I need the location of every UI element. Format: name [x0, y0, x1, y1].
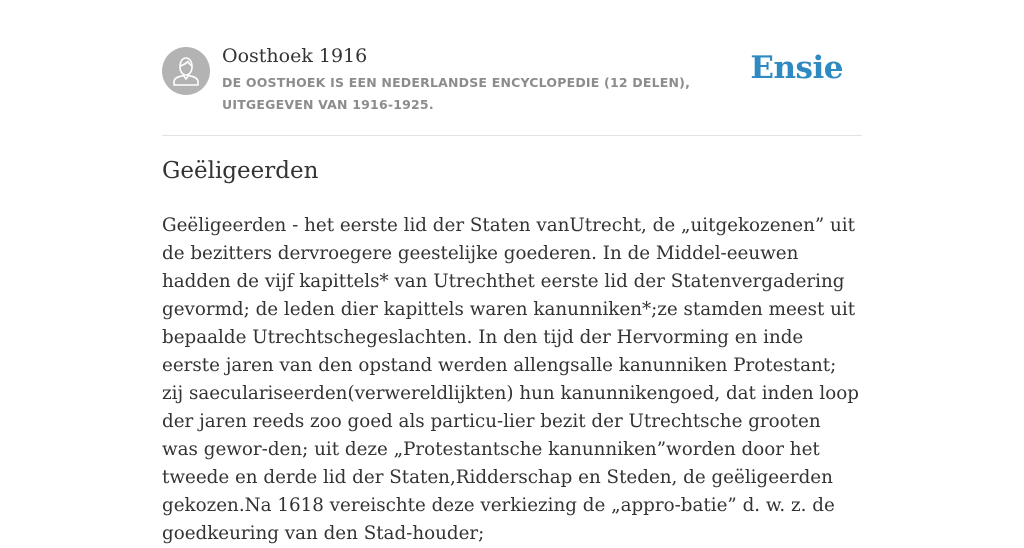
source-header — [162, 0, 862, 136]
ensie-logo-link[interactable]: Ensie — [750, 50, 843, 86]
source-avatar[interactable] — [162, 47, 210, 95]
source-description: DE OOSTHOEK IS EEN NEDERLANDSE ENCYCLOPEDIE (12 DELEN), UITGEGEVEN VAN 1916-1925. — [222, 75, 691, 112]
page-container — [162, 0, 862, 544]
user-icon — [162, 47, 210, 95]
source-title[interactable]: Oosthoek 1916 — [222, 45, 368, 67]
article-body: Geëligeerden - het eerste lid der Staten vanUtrecht, de „uitgekozenen” uit de bezitters dervroegere geestelijke goederen. In de Middel-eeuwen hadden de vijf kapittels* van Utrechthet eerste lid der Statenvergadering gevormd; de leden dier kapittels waren kanunniken*;ze stamden meest uit bepaalde Utrechtschegeslachten. In den tijd der Hervorming en inde eerste jaren van den opstand werden allengsalle kanunniken Protestant; zij saeculariseerden(verwereldlijkten) hun kanunnikengoed, dat inden loop der jaren reeds zoo goed als particu-lier bezit der Utrechtsche grooten was gewor-den; uit deze „Protestantsche kanunniken”worden door het tweede en derde lid der Staten,Ridderschap en Steden, de geëligeerden gekozen.Na 1618 vereischte deze verkiezing de „appro-batie” d. w. z. de goedkeuring van den Stad-houder; — [162, 215, 859, 544]
article-title: Geëligeerden — [162, 158, 319, 184]
